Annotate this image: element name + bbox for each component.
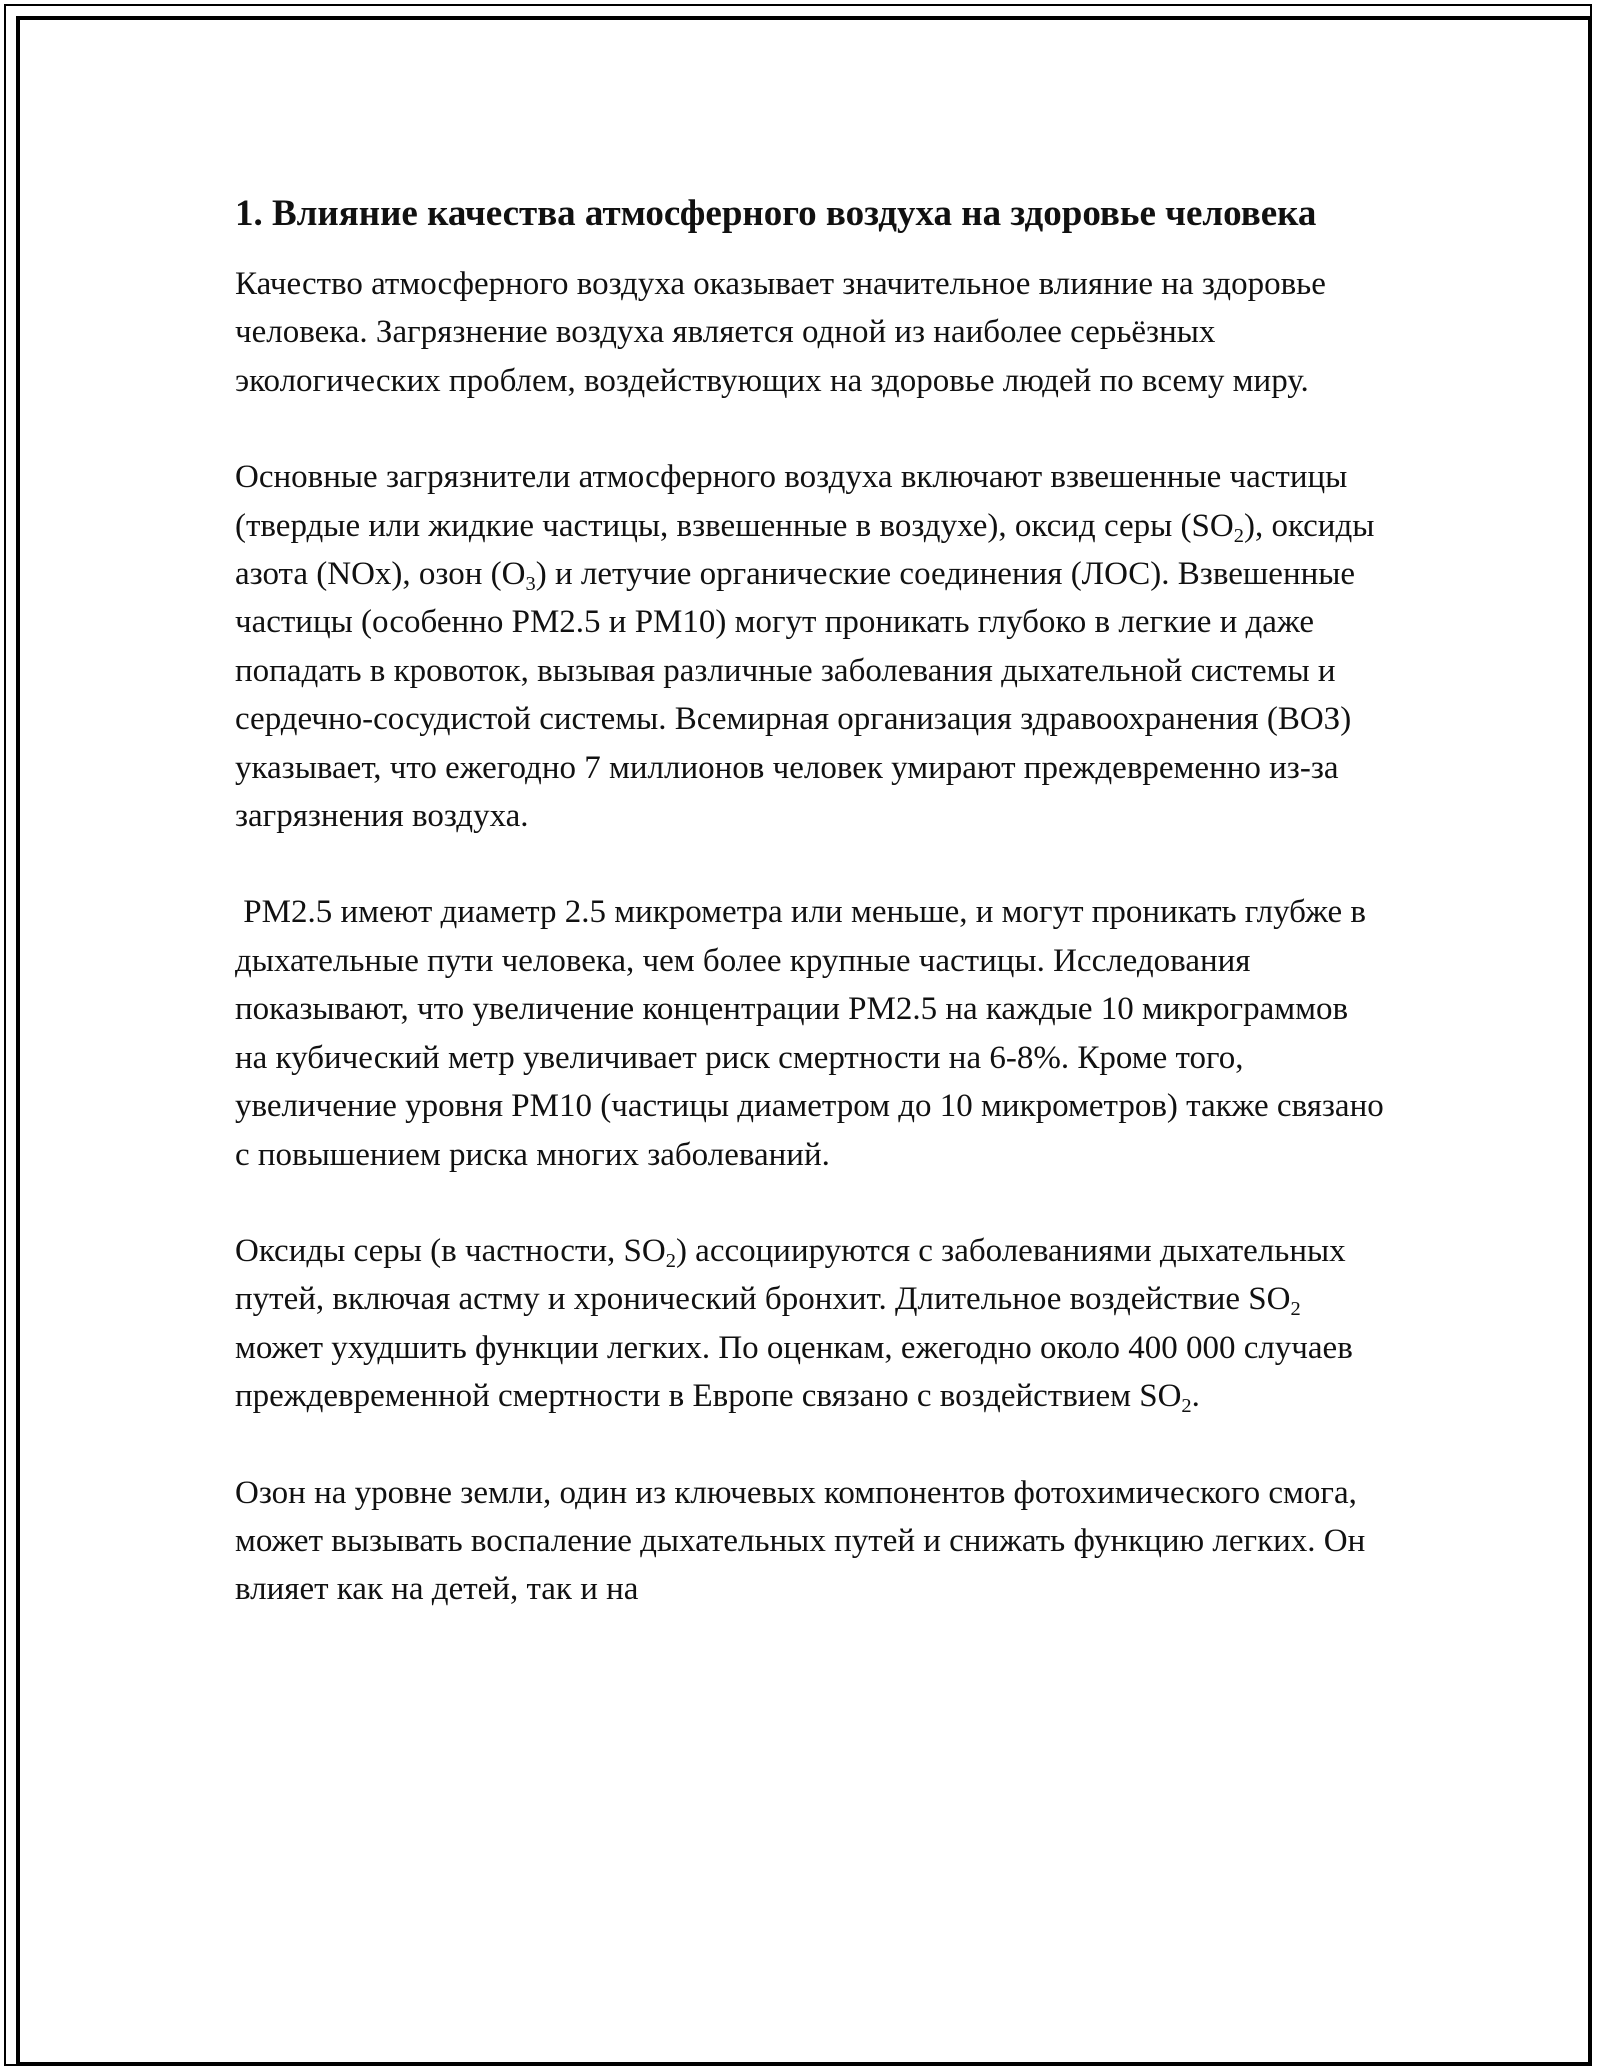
subscript: 2 xyxy=(1181,1395,1192,1418)
paragraph-sulfur-oxides xyxy=(235,1227,1385,1421)
text-run: ) ассоциируются с заболеваниями дыхательных путей, включая астму и хронический бронхит. Длительное воздействие SO xyxy=(235,1232,1346,1318)
text-run: Оксиды серы (в частности, SO xyxy=(235,1232,666,1269)
paragraph-ozone: Озон на уровне земли, один из ключевых компонентов фотохимического смога, может вызывать воспаление дыхательных путей и снижать функцию легких. Он влияет как на детей, так и на xyxy=(235,1474,1366,1608)
section-heading: 1. Влияние качества атмосферного воздуха на здоровье человека xyxy=(235,193,1317,234)
subscript: 2 xyxy=(665,1250,676,1273)
subscript: 3 xyxy=(525,573,536,596)
subscript: 2 xyxy=(1290,1298,1301,1321)
paragraph-pm25: PM2.5 имеют диаметр 2.5 микрометра или меньше, и могут проникать глубже в дыхательные пути человека, чем более крупные частицы. Исследования показывают, что увеличение концентрации PM2.5 на каждые 10 микрограммов на кубический метр увеличивает риск смертности на 6-8%. Кроме того, увеличение уровня PM10 (частицы диаметром до 10 микрометров) также связано с повышением риска многих заболеваний. xyxy=(235,894,1392,1173)
document-body xyxy=(235,186,1392,1614)
paragraph-intro: Качество атмосферного воздуха оказывает значительное влияние на здоровье человека. Загрязнение воздуха является одной из наиболее серьёзных экологических проблем, воздействующих на здоровье людей по всему миру. xyxy=(235,266,1326,399)
subscript: 2 xyxy=(1233,524,1244,547)
text-run: Основные загрязнители атмосферного воздуха включают взвешенные частицы (твердые или жидкие частицы, взвешенные в воздухе), оксид серы (SO xyxy=(235,459,1348,544)
text-run: . xyxy=(1191,1378,1200,1415)
text-run: ) и летучие органические соединения (ЛОС). Взвешенные частицы (особенно PM2.5 и PM10) могут проникать глубоко в легкие и даже попадать в кровоток, вызывая различные заболевания дыхательной системы и сердечно-сосудистой системы. Всемирная организация здравоохранения (ВОЗ) указывает, что ежегодно 7 миллионов человек умирают преждевременно из-за загрязнения воздуха. xyxy=(235,556,1356,835)
text-run: ), оксиды азота (NOx), озон (O xyxy=(235,507,1375,593)
paragraph-pollutants xyxy=(235,453,1385,840)
text-run: может ухудшить функции легких. По оценкам, ежегодно около 400 000 случаев преждевременной смертности в Европе связано с воздействием SO xyxy=(235,1329,1353,1415)
